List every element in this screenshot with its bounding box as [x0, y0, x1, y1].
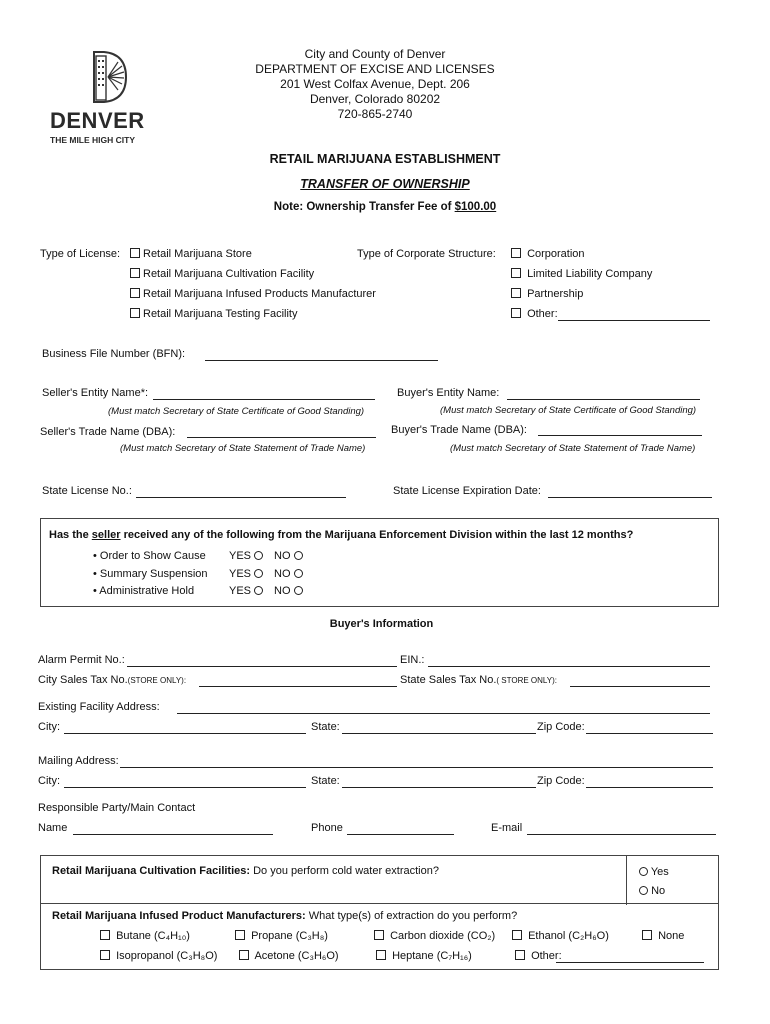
license-infused-label: Retail Marijuana Infused Products Manufacturer — [143, 288, 376, 300]
co2-label: Carbon dioxide (CO₂) — [390, 930, 496, 942]
contact-name-label: Name — [38, 822, 68, 834]
buyer-trade-note: (Must match Secretary of State Statement of Trade Name) — [450, 443, 696, 454]
contact-email-input[interactable] — [527, 834, 716, 835]
suspension-yes-option[interactable] — [229, 568, 263, 580]
contact-email-label: E-mail — [491, 822, 523, 834]
state-license-input[interactable] — [136, 497, 346, 498]
seller-question-suffix: received any of the following from the Marijuana Enforcement Division within the last 12 months? — [120, 529, 634, 541]
state-tax-label-text: State Sales Tax No. — [400, 674, 497, 686]
extraction-other-option[interactable] — [515, 950, 562, 962]
cultivation-question-text: Do you perform cold water extraction? — [250, 865, 439, 877]
hold-no-label: NO — [274, 585, 291, 597]
seller-entity-input[interactable] — [153, 399, 375, 400]
ethanol-checkbox[interactable] — [512, 930, 522, 940]
facility-city-input[interactable] — [64, 733, 306, 734]
existing-facility-label: Existing Facility Address: — [38, 701, 160, 713]
propane-label: Propane (C₃H₈) — [251, 930, 328, 942]
buyer-entity-input[interactable] — [507, 399, 700, 400]
buyer-trade-input[interactable] — [538, 435, 702, 436]
logo-tagline: THE MILE HIGH CITY — [50, 135, 135, 145]
ethanol-option[interactable] — [512, 930, 609, 942]
heptane-option[interactable] — [376, 950, 472, 962]
seller-trade-input[interactable] — [187, 437, 376, 438]
facility-state-label: State: — [311, 721, 340, 733]
expiration-input[interactable] — [548, 497, 712, 498]
corp-corporation-checkbox[interactable] — [511, 248, 521, 258]
facility-state-input[interactable] — [342, 733, 536, 734]
mailing-address-input[interactable] — [120, 767, 713, 768]
mailing-state-input[interactable] — [342, 787, 536, 788]
extraction-other-input[interactable] — [556, 962, 704, 963]
header-line-5: 720-865-2740 — [337, 107, 413, 121]
suspension-no-radio[interactable] — [294, 569, 303, 578]
license-option-cultivation[interactable] — [130, 268, 314, 280]
cultivation-question — [52, 865, 439, 877]
none-label: None — [658, 930, 685, 942]
city-tax-label-text: City Sales Tax No. — [38, 674, 128, 686]
butane-label: Butane (C₄H₁₀) — [116, 930, 190, 942]
co2-checkbox[interactable] — [374, 930, 384, 940]
license-cultivation-label: Retail Marijuana Cultivation Facility — [143, 268, 315, 280]
mailing-city-input[interactable] — [64, 787, 306, 788]
fee-note-prefix: Note: Ownership Transfer Fee of — [273, 201, 455, 213]
fee-amount: $100.00 — [454, 201, 497, 213]
corp-option-partnership[interactable] — [511, 288, 583, 300]
cultivation-divider — [626, 856, 627, 905]
propane-checkbox[interactable] — [235, 930, 245, 940]
acetone-label: Acetone (C₃H₆O) — [254, 950, 339, 962]
seller-trade-label: Seller's Trade Name (DBA): — [40, 426, 176, 438]
butane-option[interactable] — [100, 930, 190, 942]
form-subtitle: TRANSFER OF OWNERSHIP — [300, 177, 470, 191]
form-title: RETAIL MARIJUANA ESTABLISHMENT — [269, 152, 501, 166]
order-no-radio[interactable] — [294, 551, 303, 560]
order-no-label: NO — [274, 550, 291, 562]
administrative-hold-label: • Administrative Hold — [93, 585, 195, 597]
license-option-testing[interactable] — [130, 308, 297, 320]
seller-trade-note: (Must match Secretary of State Statement of Trade Name) — [120, 443, 366, 454]
contact-phone-label: Phone — [311, 822, 343, 834]
seller-entity-note: (Must match Secretary of State Certificate of Good Standing) — [108, 406, 365, 417]
butane-checkbox[interactable] — [100, 930, 110, 940]
order-yes-option[interactable] — [229, 550, 263, 562]
isopropanol-option[interactable] — [100, 950, 217, 962]
fee-note — [0, 201, 770, 213]
state-sales-tax-input[interactable] — [570, 686, 710, 687]
alarm-permit-input[interactable] — [127, 666, 397, 667]
contact-name-input[interactable] — [73, 834, 273, 835]
ein-input[interactable] — [428, 666, 710, 667]
hold-yes-label: YES — [229, 585, 252, 597]
hold-no-option[interactable] — [274, 585, 303, 597]
buyers-info-heading: Buyer's Information — [329, 618, 434, 630]
header-line-3: 201 West Colfax Avenue, Dept. 206 — [280, 77, 470, 91]
suspension-no-label: NO — [274, 568, 291, 580]
infused-bold: Retail Marijuana Infused Product Manufacturers: — [52, 910, 306, 922]
buyer-entity-label: Buyer's Entity Name: — [397, 387, 500, 399]
contact-phone-input[interactable] — [347, 834, 454, 835]
bfn-input[interactable] — [205, 360, 438, 361]
cold-water-yes-option[interactable] — [639, 866, 669, 878]
city-sales-tax-input[interactable] — [199, 686, 397, 687]
corp-other-label: Other: — [527, 308, 558, 320]
infused-box — [40, 903, 719, 970]
hold-yes-radio[interactable] — [254, 586, 263, 595]
suspension-yes-radio[interactable] — [254, 569, 263, 578]
alarm-permit-label: Alarm Permit No.: — [38, 654, 125, 666]
ein-label: EIN.: — [400, 654, 425, 666]
state-tax-sub: ( STORE ONLY): — [496, 676, 558, 685]
seller-question-prefix: Has the — [49, 529, 92, 541]
city-tax-sub: (STORE ONLY): — [127, 676, 187, 685]
responsible-party-label: Responsible Party/Main Contact — [38, 802, 196, 814]
mailing-state-label: State: — [311, 775, 340, 787]
seller-enforcement-box — [40, 518, 719, 607]
order-yes-label: YES — [229, 550, 252, 562]
infused-question — [52, 910, 517, 922]
corp-partnership-checkbox[interactable] — [511, 288, 521, 298]
corp-other-checkbox[interactable] — [511, 308, 521, 318]
license-cultivation-checkbox[interactable] — [130, 268, 140, 278]
cultivation-bold: Retail Marijuana Cultivation Facilities: — [52, 865, 251, 877]
license-type-label: Type of License: — [40, 248, 121, 260]
mailing-address-label: Mailing Address: — [38, 755, 119, 767]
isopropanol-checkbox[interactable] — [100, 950, 110, 960]
cold-water-no-option[interactable] — [639, 885, 665, 897]
department-header — [200, 47, 550, 122]
order-no-option[interactable] — [274, 550, 303, 562]
corp-option-llc[interactable] — [511, 268, 652, 280]
license-testing-label: Retail Marijuana Testing Facility — [143, 308, 298, 320]
ethanol-label: Ethanol (C₂H₆O) — [528, 930, 609, 942]
co2-option[interactable] — [374, 930, 495, 942]
mailing-zip-label: Zip Code: — [537, 775, 585, 787]
extraction-other-checkbox[interactable] — [515, 950, 525, 960]
seller-question — [49, 529, 633, 541]
suspension-yes-label: YES — [229, 568, 252, 580]
cold-water-yes-radio[interactable] — [639, 867, 648, 876]
city-sales-tax-label — [38, 674, 186, 686]
denver-logo — [50, 50, 170, 150]
corp-partnership-label: Partnership — [527, 288, 584, 300]
heptane-checkbox[interactable] — [376, 950, 386, 960]
none-option[interactable] — [642, 930, 684, 942]
isopropanol-label: Isopropanol (C₃H₈O) — [116, 950, 218, 962]
header-line-4: Denver, Colorado 80202 — [309, 92, 441, 106]
hold-yes-option[interactable] — [229, 585, 263, 597]
order-yes-radio[interactable] — [254, 551, 263, 560]
bfn-label: Business File Number (BFN): — [42, 348, 186, 360]
corp-option-other[interactable] — [511, 308, 558, 320]
expiration-label: State License Expiration Date: — [393, 485, 541, 497]
license-testing-checkbox[interactable] — [130, 308, 140, 318]
state-license-label: State License No.: — [42, 485, 132, 497]
extraction-other-label: Other: — [531, 950, 562, 962]
license-option-infused[interactable] — [130, 288, 376, 300]
cold-water-yes-label: Yes — [650, 866, 669, 878]
license-infused-checkbox[interactable] — [130, 288, 140, 298]
facility-zip-label: Zip Code: — [537, 721, 585, 733]
seller-question-seller-word: seller — [91, 529, 121, 541]
corp-llc-checkbox[interactable] — [511, 268, 521, 278]
cold-water-no-label: No — [651, 885, 666, 897]
cultivation-box — [40, 855, 719, 904]
facility-city-label: City: — [38, 721, 60, 733]
order-show-cause-label: • Order to Show Cause — [93, 550, 206, 562]
suspension-no-option[interactable] — [274, 568, 303, 580]
corp-other-input[interactable] — [558, 320, 710, 321]
corp-corporation-label: Corporation — [527, 248, 585, 260]
seller-entity-label: Seller's Entity Name*: — [42, 387, 149, 399]
none-checkbox[interactable] — [642, 930, 652, 940]
logo-word: DENVER — [50, 108, 145, 133]
header-line-2: DEPARTMENT OF EXCISE AND LICENSES — [255, 62, 495, 76]
mailing-city-label: City: — [38, 775, 60, 787]
license-store-label: Retail Marijuana Store — [143, 248, 252, 260]
corp-option-corporation[interactable] — [511, 248, 585, 260]
cold-water-no-radio[interactable] — [639, 886, 648, 895]
header-line-1: City and County of Denver — [304, 47, 446, 61]
license-store-checkbox[interactable] — [130, 248, 140, 258]
corporate-structure-label: Type of Corporate Structure: — [357, 248, 496, 260]
denver-logo-icon — [90, 50, 130, 104]
hold-no-radio[interactable] — [294, 586, 303, 595]
existing-facility-input[interactable] — [177, 713, 710, 714]
mailing-zip-input[interactable] — [586, 787, 713, 788]
license-option-store[interactable] — [130, 248, 252, 260]
propane-option[interactable] — [235, 930, 328, 942]
acetone-checkbox[interactable] — [239, 950, 249, 960]
corp-llc-label: Limited Liability Company — [527, 268, 653, 280]
buyer-entity-note: (Must match Secretary of State Certificate of Good Standing) — [440, 405, 697, 416]
heptane-label: Heptane (C₇H₁₆) — [392, 950, 472, 962]
state-sales-tax-label — [400, 674, 557, 686]
infused-question-text: What type(s) of extraction do you perform? — [305, 910, 518, 922]
buyer-trade-label: Buyer's Trade Name (DBA): — [391, 424, 527, 436]
acetone-option[interactable] — [239, 950, 339, 962]
facility-zip-input[interactable] — [586, 733, 713, 734]
summary-suspension-label: • Summary Suspension — [93, 568, 208, 580]
